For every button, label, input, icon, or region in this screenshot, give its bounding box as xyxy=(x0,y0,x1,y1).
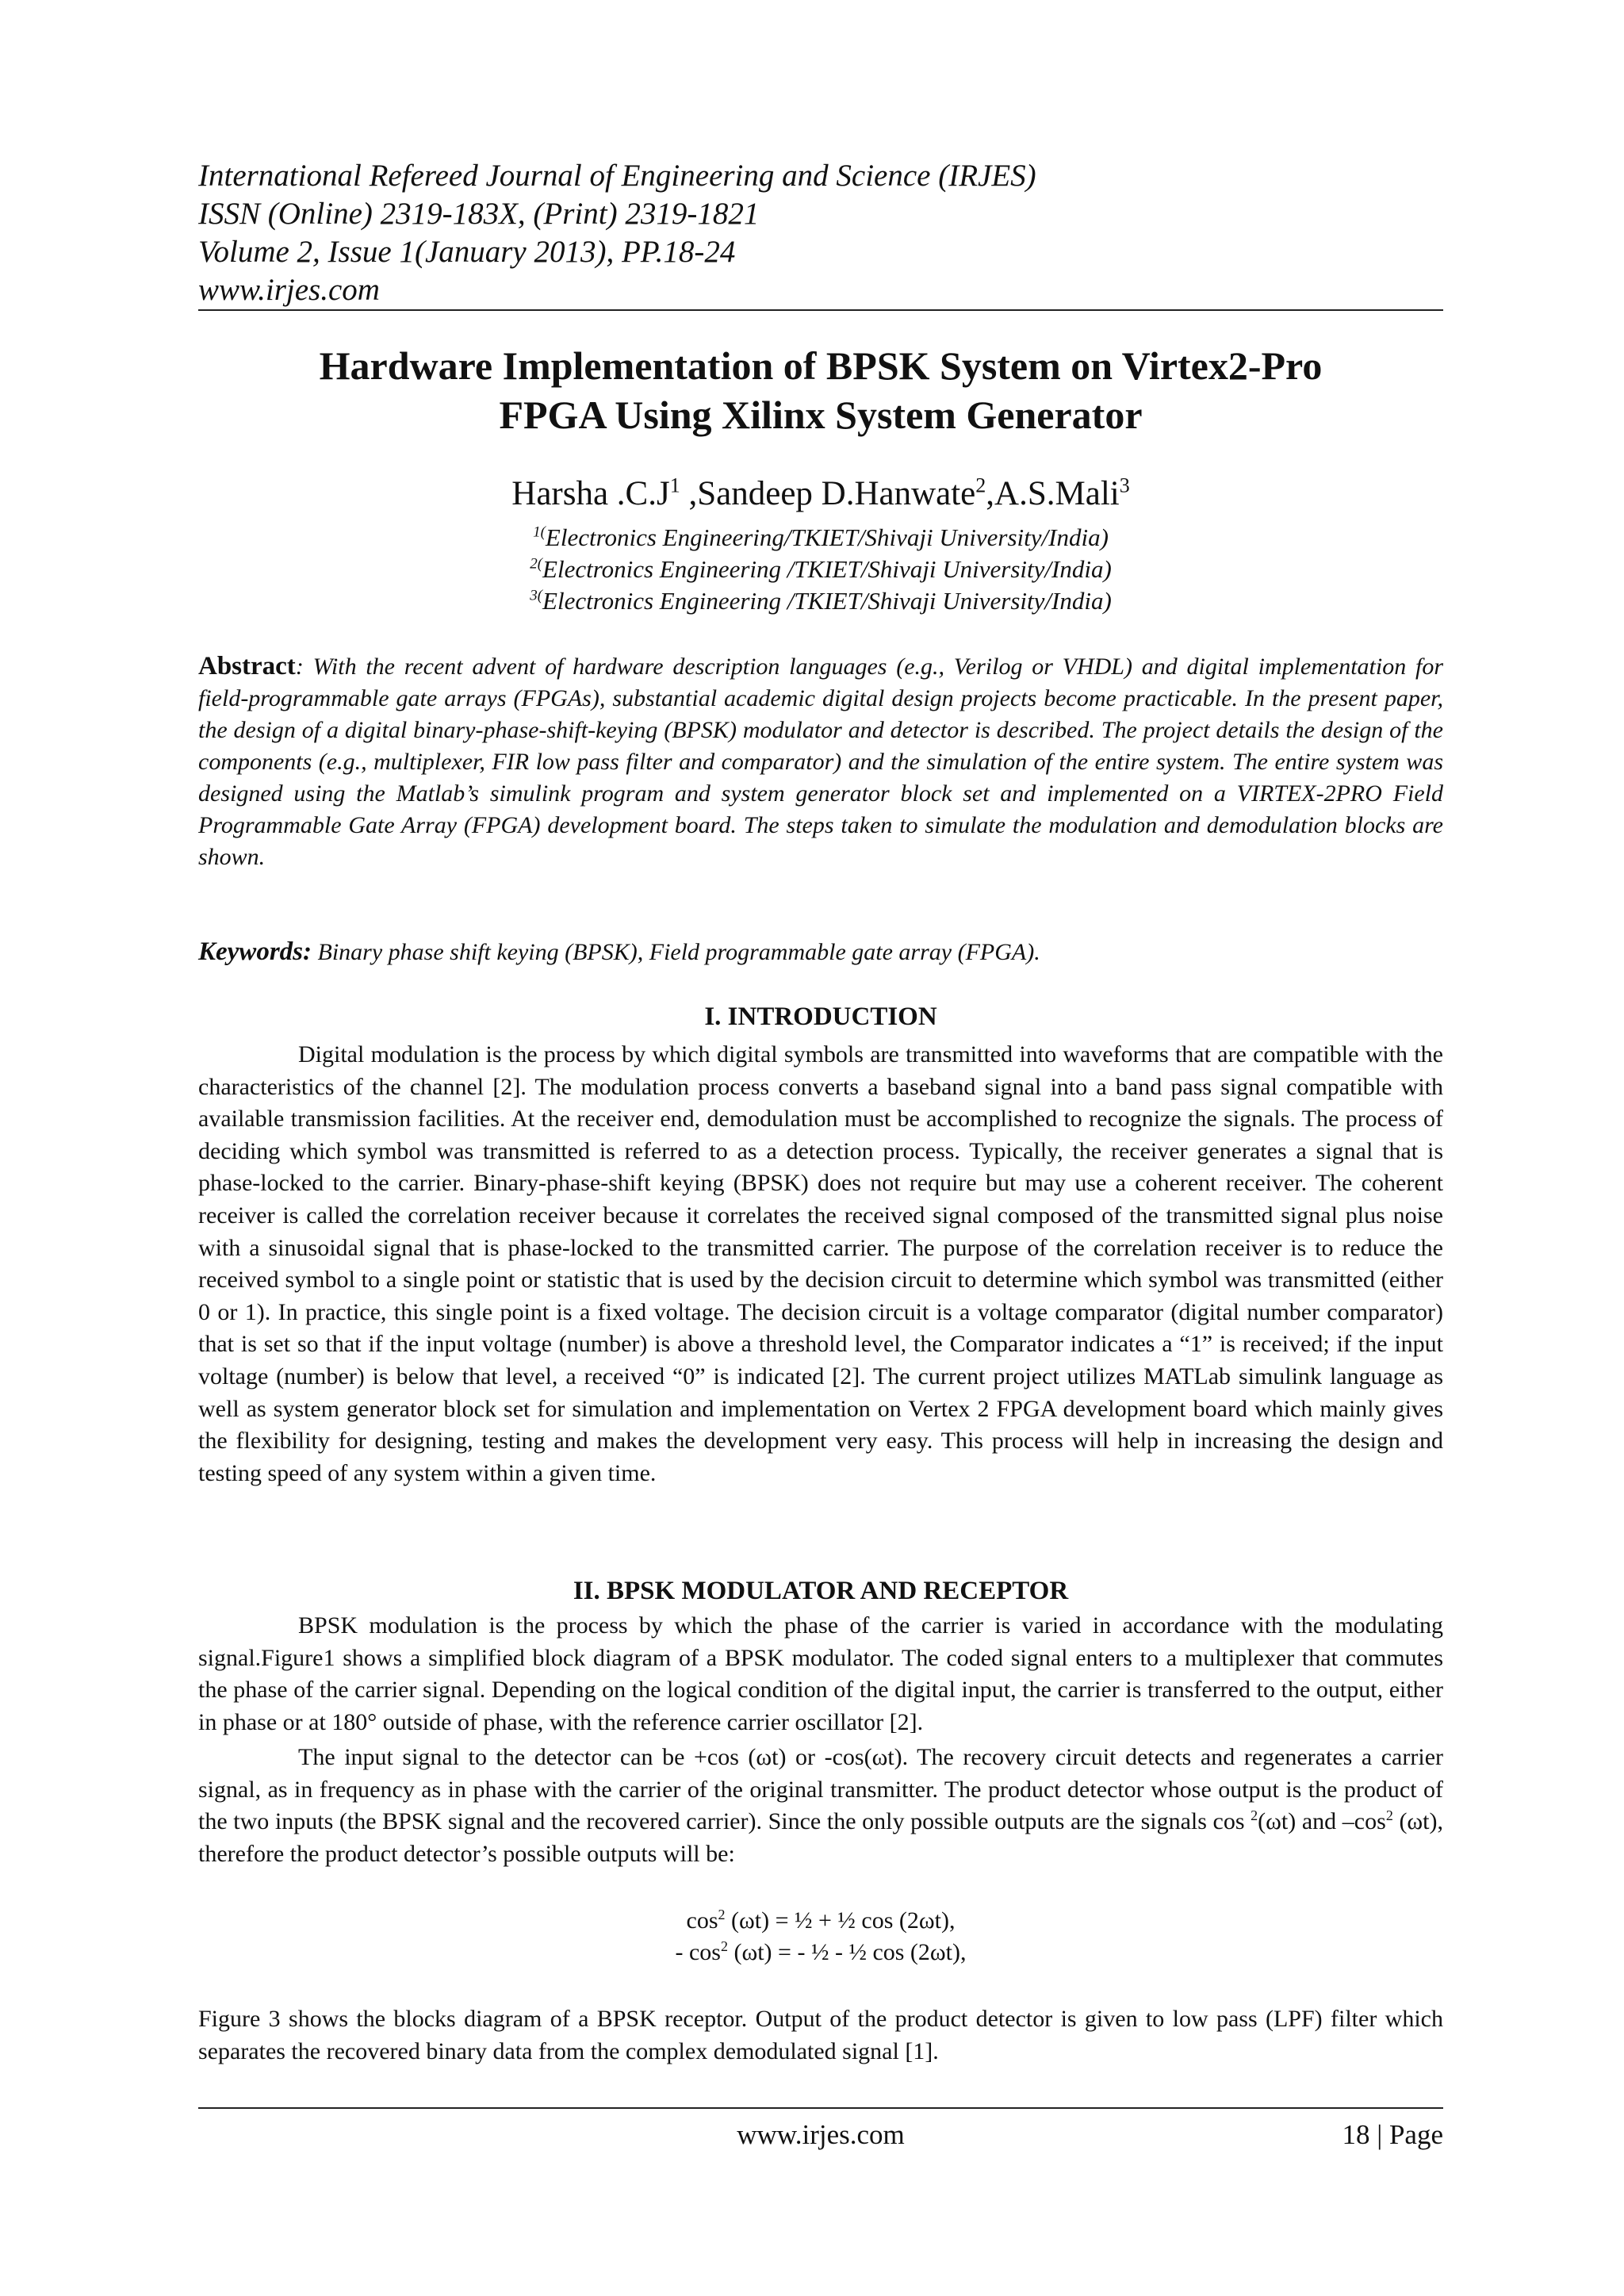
affiliation-sup: 3( xyxy=(530,587,543,604)
affiliation-sup: 1( xyxy=(533,523,546,541)
title-line-1: Hardware Implementation of BPSK System on Virtex2-Pro xyxy=(319,343,1323,388)
affiliation-sup: 2( xyxy=(530,555,543,573)
abstract xyxy=(198,650,1443,873)
text-span: (ωt) and –cos xyxy=(1258,1808,1386,1835)
header-rule xyxy=(198,309,1443,311)
text-span: (ωt), therefore the product detector’s possible outputs will be: xyxy=(198,1808,1444,1867)
superscript: 2 xyxy=(1385,1807,1393,1824)
affiliation-text: Electronics Engineering /TKIET/Shivaji University/India) xyxy=(542,555,1112,583)
paper-title xyxy=(198,341,1443,439)
equation-1 xyxy=(198,1905,1443,1937)
author-list xyxy=(198,473,1443,516)
author-name: Harsha .C.J xyxy=(511,475,670,512)
author-name: ,A.S.Mali xyxy=(986,475,1120,512)
journal-volume: Volume 2, Issue 1(January 2013), PP.18-24 xyxy=(198,235,736,269)
affiliation xyxy=(198,585,1443,617)
abstract-colon: : xyxy=(295,654,304,680)
introduction-paragraph: Digital modulation is the process by which digital symbols are transmitted into waveforms that are compatible with the characteristics of the channel [2]. The modulation process converts a baseband signal into a band pass signal compatible with available transmission facilities. At the receiver end, demodulation must be accomplished to recognize the signals. The process of deciding which symbol was transmitted is referred to as a detection process. Typically, the receiver generates a signal that is phase-locked to the carrier. Binary-phase-shift keying (BPSK) does not require but may use a coherent receiver. The coherent receiver is called the correlation receiver because it correlates the received signal composed of the transmitted signal plus noise with a sinusoidal signal that is phase-locked to the transmitted carrier. The purpose of the correlation receiver is to reduce the received symbol to a single point or statistic that is used by the decision circuit to determine which symbol was transmitted (either 0 or 1). In practice, this single point is a fixed voltage. The decision circuit is a voltage comparator (digital number comparator) that is set so that if the input voltage (number) is above a threshold level, the Comparator indicates a “1” is received; if the input voltage (number) is below that level, a received “0” is indicated [2]. The current project utilizes MATLab simulink language as well as system generator block set for simulation and implementation on Vertex 2 FPGA development board which mainly gives the flexibility for designing, testing and makes the development very easy. This process will help in increasing the design and testing speed of any system within a given time. xyxy=(198,1041,1443,1486)
affiliation xyxy=(198,522,1443,554)
affiliation-text: Electronics Engineering/TKIET/Shivaji University/India) xyxy=(545,523,1109,551)
equations xyxy=(198,1905,1443,1968)
affiliation-text: Electronics Engineering /TKIET/Shivaji University/India) xyxy=(542,587,1112,615)
text-span: The input signal to the detector can be +cos (ωt) or -cos(ωt). The recovery circuit detects and regenerates a carrier signal, as in frequency as in phase with the carrier of the original transmitter. The product detector whose output is the product of the two inputs (the BPSK signal and the recovered carrier). Since the only possible outputs are the signals cos xyxy=(198,1744,1443,1835)
footer-website: www.irjes.com xyxy=(737,2119,905,2150)
footer-page-number: 18 | Page xyxy=(1342,2119,1443,2150)
bpsk-paragraph-3: Figure 3 shows the blocks diagram of a BPSK receptor. Output of the product detector is given to low pass (LPF) filter which separates the recovered binary data from the complex demodulated signal [1]. xyxy=(198,2006,1443,2064)
section-heading-introduction: I. INTRODUCTION xyxy=(704,1002,937,1031)
eq-sup: 2 xyxy=(720,1938,728,1954)
footer-rule xyxy=(198,2107,1443,2109)
affiliation-list xyxy=(198,522,1443,617)
author-name: ,Sandeep D.Hanwate xyxy=(680,475,976,512)
affiliation xyxy=(198,554,1443,585)
author-sup: 2 xyxy=(975,473,986,497)
abstract-text: With the recent advent of hardware description languages (e.g., Verilog or VHDL) and digital implementation for field-programmable gate arrays (FPGAs), substantial academic digital design projects become practicable. In the present paper, the design of a digital binary-phase-shift-keying (BPSK) modulator and detector is described. The project details the design of the components (e.g., multiplexer, FIR low pass filter and comparator) and the simulation of the entire system. The entire system was designed using the Matlab’s simulink program and system generator block set and implemented on a VIRTEX-2PRO Field Programmable Gate Array (FPGA) development board. The steps taken to simulate the modulation and demodulation blocks are shown. xyxy=(198,654,1443,870)
bpsk-paragraph-1: BPSK modulation is the process by which the phase of the carrier is varied in accordance with the modulating signal.Figure1 shows a simplified block diagram of a BPSK modulator. The coded signal enters to a multiplexer that commutes the phase of the carrier signal. Depending on the logical condition of the digital input, the carrier is transferred to the output, either in phase or at 180° outside of phase, with the reference carrier oscillator [2]. xyxy=(198,1612,1443,1735)
section-heading-bpsk: II. BPSK MODULATOR AND RECEPTOR xyxy=(573,1577,1069,1605)
keywords-text: Binary phase shift keying (BPSK), Field programmable gate array (FPGA). xyxy=(312,939,1040,965)
eq-text: - cos xyxy=(675,1939,721,1965)
bpsk-paragraph-2 xyxy=(198,1742,1443,1870)
title-line-2: FPGA Using Xilinx System Generator xyxy=(499,393,1143,437)
equation-2 xyxy=(198,1937,1443,1968)
eq-sup: 2 xyxy=(718,1907,726,1922)
superscript: 2 xyxy=(1251,1807,1258,1824)
journal-issn: ISSN (Online) 2319-183X, (Print) 2319-1821 xyxy=(198,197,760,231)
author-sup: 3 xyxy=(1119,473,1130,497)
eq-text: (ωt) = - ½ - ½ cos (2ωt), xyxy=(727,1939,967,1965)
keywords-label: Keywords: xyxy=(198,937,312,966)
eq-text: cos xyxy=(686,1907,718,1934)
journal-name: International Refereed Journal of Engineering and Science (IRJES) xyxy=(198,159,1036,193)
journal-website: www.irjes.com xyxy=(198,273,380,307)
keywords xyxy=(198,936,1443,968)
journal-header xyxy=(198,157,1443,309)
abstract-label: Abstract xyxy=(198,652,296,680)
eq-text: (ωt) = ½ + ½ cos (2ωt), xyxy=(725,1907,956,1934)
author-sup: 1 xyxy=(669,473,680,497)
